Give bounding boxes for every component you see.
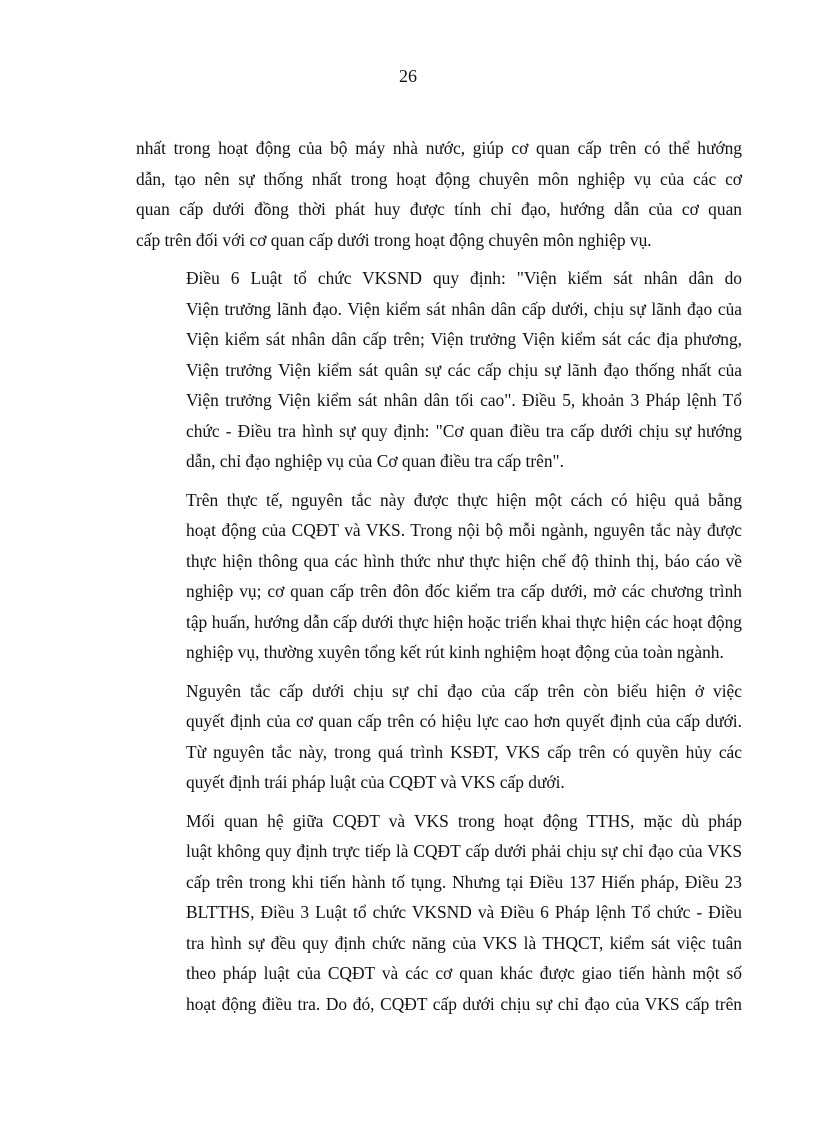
paragraph-3 [136,485,742,668]
body-text [136,133,742,1027]
text-line: theo pháp luật của CQĐT và các cơ quan khác được giao tiến hành một số [186,963,742,983]
text-line: Nguyên tắc cấp dưới chịu sự chỉ đạo của cấp trên còn biểu hiện ở việc [186,680,742,701]
text-line: Viện trưởng Viện kiểm sát quân sự các cấp chịu sự lãnh đạo thống nhất của [186,359,742,380]
text-line: thực hiện thông qua các hình thức như thực hiện chế độ thỉnh thị, báo cáo về [186,550,742,571]
text-line: quyết định trái pháp luật của CQĐT và VKS cấp dưới. [186,772,565,792]
text-line: tập huấn, hướng dẫn cấp dưới thực hiện hoặc triển khai thực hiện các hoạt động [186,611,742,632]
text-line: hoạt động điều tra. Do đó, CQĐT cấp dưới chịu sự chỉ đạo của VKS cấp trên [186,993,742,1014]
text-line: Viện kiểm sát nhân dân cấp trên; Viện trưởng Viện kiểm sát các địa phương, [186,329,742,349]
paragraph-4 [136,676,742,798]
text-line: nhất trong hoạt động của bộ máy nhà nước, giúp cơ quan cấp trên có thể hướng [136,138,742,158]
paragraph-1 [136,133,742,255]
text-line: chức - Điều tra hình sự quy định: "Cơ quan điều tra cấp dưới chịu sự hướng [186,420,742,441]
text-line: nghiệp vụ, thường xuyên tổng kết rút kinh nghiệm hoạt động của toàn ngành. [186,642,724,662]
text-line: quyết định của cơ quan cấp trên có hiệu lực cao hơn quyết định của cấp dưới. [186,711,742,731]
text-line: BLTTHS, Điều 3 Luật tổ chức VKSND và Điều 6 Pháp lệnh Tổ chức - Điều [186,902,742,922]
text-line: Trên thực tế, nguyên tắc này được thực hiện một cách có hiệu quả bằng [186,489,742,510]
text-line: Viện trưởng lãnh đạo. Viện kiểm sát nhân dân cấp dưới, chịu sự lãnh đạo của [186,298,742,319]
text-line: cấp trên đối với cơ quan cấp dưới trong hoạt động chuyên môn nghiệp vụ. [136,229,652,250]
text-line: dẫn, tạo nên sự thống nhất trong hoạt động chuyên môn nghiệp vụ của các cơ [136,168,742,189]
text-line: hoạt động của CQĐT và VKS. Trong nội bộ mỗi ngành, nguyên tắc này được [186,520,742,540]
text-line: cấp trên trong khi tiến hành tố tụng. Nhưng tại Điều 137 Hiến pháp, Điều 23 [186,871,742,892]
text-line: dẫn, chỉ đạo nghiệp vụ của Cơ quan điều tra cấp trên". [186,451,564,471]
text-line: Viện trưởng Viện kiểm sát nhân dân tối cao". Điều 5, khoản 3 Pháp lệnh Tổ [186,390,742,410]
page-number: 26 [399,66,417,86]
text-line: Từ nguyên tắc này, trong quá trình KSĐT, VKS cấp trên có quyền hủy các [186,741,742,762]
paragraph-2 [136,263,742,477]
text-line: tra hình sự đều quy định chức năng của VKS là THQCT, kiểm sát việc tuân [186,932,742,953]
paragraph-5 [136,806,742,1020]
text-line: nghiệp vụ; cơ quan cấp trên đôn đốc kiểm tra cấp dưới, mở các chương trình [186,581,742,601]
text-line: luật không quy định trực tiếp là CQĐT cấp dưới phải chịu sự chỉ đạo của VKS [186,841,742,861]
text-line: Mối quan hệ giữa CQĐT và VKS trong hoạt động TTHS, mặc dù pháp [186,810,742,831]
text-line: quan cấp dưới đồng thời phát huy được tính chỉ đạo, hướng dẫn của cơ quan [136,199,742,219]
text-line: Điều 6 Luật tổ chức VKSND quy định: "Viện kiểm sát nhân dân do [186,268,742,288]
